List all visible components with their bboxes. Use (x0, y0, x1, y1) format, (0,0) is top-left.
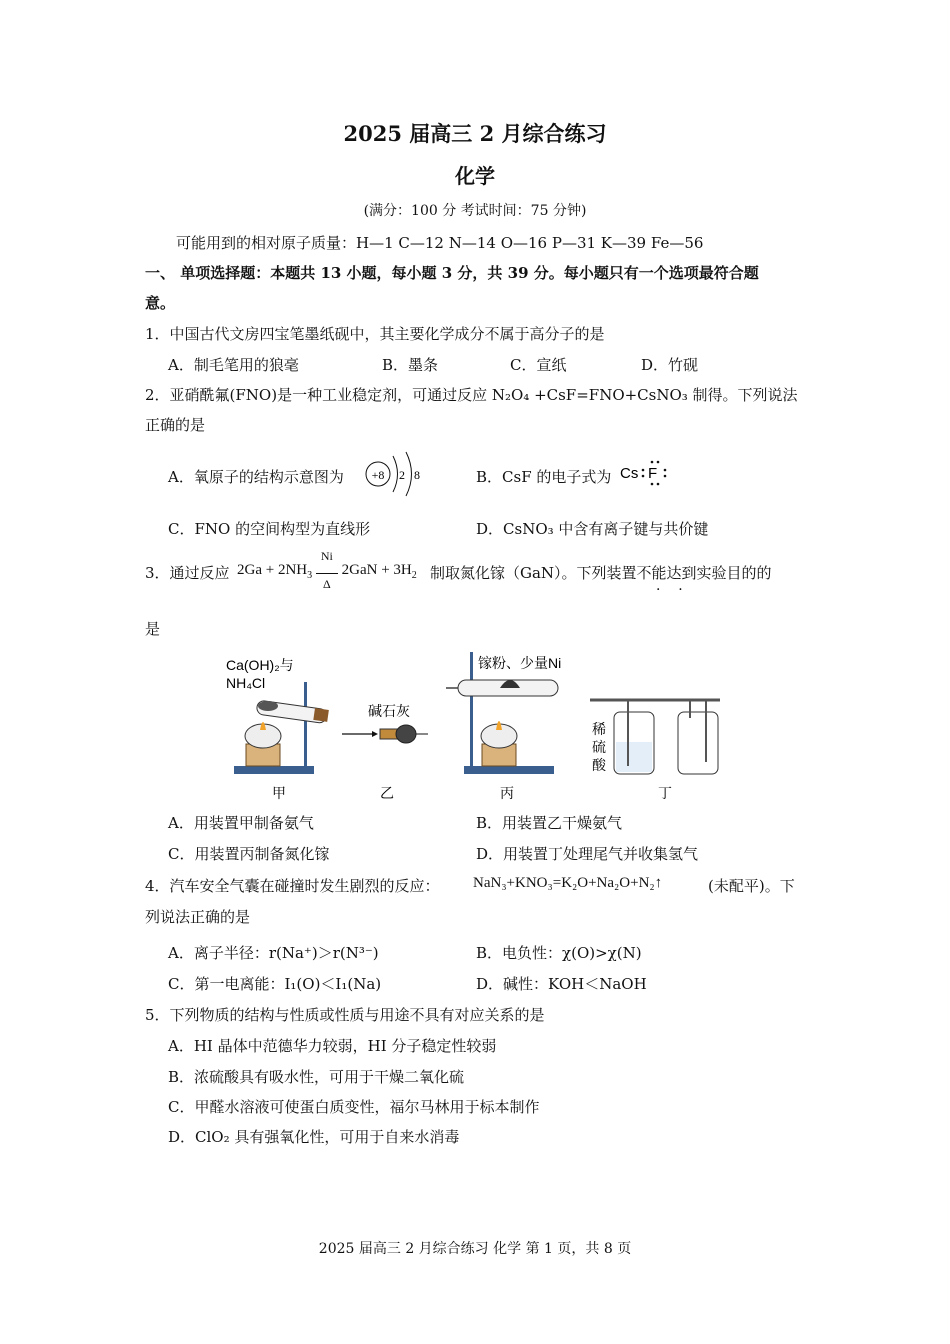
section-heading-cont: 意。 (145, 294, 176, 312)
eq-left-sub: 3 (307, 570, 313, 581)
q4-option-a: A．离子半径：r(Na⁺)＞r(N³⁻) (168, 944, 379, 962)
q1-option-b: B．墨条 (382, 356, 439, 374)
q2-option-c: C．FNO 的空间构型为直线形 (168, 520, 371, 538)
f-symbol: F (648, 465, 658, 482)
jia-reagent-2: NH₄Cl (226, 675, 266, 691)
shell1-label: 2 (399, 468, 405, 482)
q2-option-b: B．CsF 的电子式为 (476, 468, 612, 486)
subject-title: 化学 (455, 164, 495, 188)
q5-stem: 5．下列物质的结构与性质或性质与用途不具有对应关系的是 (145, 1006, 545, 1024)
oxygen-atom-diagram (362, 450, 432, 498)
q5-option-b: B．浓硫酸具有吸水性，可用于干燥二氧化硫 (168, 1068, 465, 1086)
q2-option-a: A．氧原子的结构示意图为 (168, 468, 344, 486)
q4-equation: NaN₃+KNO₃=K₂O+Na₂O+N₂↑ (473, 875, 663, 891)
ding-acid-1: 稀 (592, 721, 606, 737)
q5-option-d: D．ClO₂ 具有强氧化性，可用于自来水消毒 (168, 1128, 460, 1146)
q3-option-c: C．用装置丙制备氮化镓 (168, 845, 330, 863)
q3-stem-pre: 3．通过反应 (145, 564, 230, 582)
jia-reagent-1: Ca(OH)₂与 (226, 657, 294, 673)
cs-symbol: Cs (620, 465, 639, 482)
q1-option-d: D．竹砚 (641, 356, 699, 374)
q5-option-c: C．甲醛水溶液可使蛋白质变性，福尔马林用于标本制作 (168, 1098, 540, 1116)
q4-stem-pre: 4．汽车安全气囊在碰撞时发生剧烈的反应： (145, 877, 440, 895)
q1-option-a: A．制毛笔用的狼毫 (168, 356, 299, 374)
jia-base (234, 766, 314, 774)
q3-option-b: B．用装置乙干燥氨气 (476, 814, 623, 832)
exam-meta: (满分：100 分 考试时间：75 分钟) (363, 203, 587, 219)
q3-option-a: A．用装置甲制备氨气 (168, 814, 314, 832)
q3-stem-post: 制取氮化镓（GaN）。下列装置不能达到实验目的的 (430, 564, 772, 582)
q2-stem: 2．亚硝酰氟(FNO)是一种工业稳定剂，可通过反应 N₂O₄ +CsF=FNO+CsNO₃ 制得。下列说法 (145, 386, 798, 404)
page-footer: 2025 届高三 2 月综合练习 化学 第 1 页，共 8 页 (318, 1241, 632, 1257)
eq-right: 2GaN + 3H (341, 562, 412, 578)
eq-right-sub: 2 (411, 570, 417, 581)
q4-option-c: C．第一电离能：I₁(O)＜I₁(Na) (168, 975, 382, 993)
page-title: 2025 届高三 2 月综合练习 (343, 121, 607, 146)
ding-acid-3: 酸 (592, 757, 606, 773)
q1-stem: 1．中国古代文房四宝笔墨纸砚中，其主要化学成分不属于高分子的是 (145, 325, 605, 343)
caption-bing: 丙 (500, 785, 514, 801)
eq-cond-bottom: Δ (323, 577, 331, 591)
q5-option-a: A．HI 晶体中范德华力较弱，HI 分子稳定性较弱 (168, 1037, 497, 1055)
q3-apparatus-figure (220, 652, 740, 802)
csf-electron-formula (618, 456, 678, 490)
q3-option-d: D．用装置丁处理尾气并收集氢气 (476, 845, 699, 863)
q3-equation (237, 549, 417, 591)
yi-label: 碱石灰 (368, 703, 410, 719)
ding-acid-2: 硫 (592, 739, 606, 755)
nucleus-label: +8 (371, 468, 385, 482)
q1-option-c: C．宣纸 (510, 356, 567, 374)
q4-option-b: B．电负性：χ(O)>χ(N) (476, 944, 642, 962)
jia-stand (304, 682, 307, 768)
eq-left: 2Ga + 2NH (237, 562, 308, 578)
emphasis-dots: · · (656, 582, 683, 598)
q4-option-d: D．碱性：KOH＜NaOH (476, 975, 647, 993)
shell2-label: 8 (414, 468, 420, 482)
q2-option-d: D．CsNO₃ 中含有离子键与共价键 (476, 520, 709, 538)
caption-yi: 乙 (380, 785, 394, 801)
caption-ding: 丁 (658, 785, 672, 801)
bing-label: 镓粉、少量Ni (478, 655, 562, 671)
q2-stem-cont: 正确的是 (145, 416, 206, 434)
eq-cond-top: Ni (320, 549, 333, 563)
q4-stem-cont: 列说法正确的是 (145, 908, 251, 926)
caption-jia: 甲 (272, 785, 286, 801)
section-heading: 一、 单项选择题：本题共 13 小题，每小题 3 分，共 39 分。每小题只有一个选项最符合题 (145, 264, 759, 282)
q4-stem-post: (未配平)。下 (708, 877, 795, 895)
eq-condition (316, 549, 338, 591)
atomic-mass-line: 可能用到的相对原子质量：H—1 C—12 N—14 O—16 P—31 K—39 Fe—56 (176, 234, 704, 252)
q3-stem-cont: 是 (145, 620, 161, 638)
